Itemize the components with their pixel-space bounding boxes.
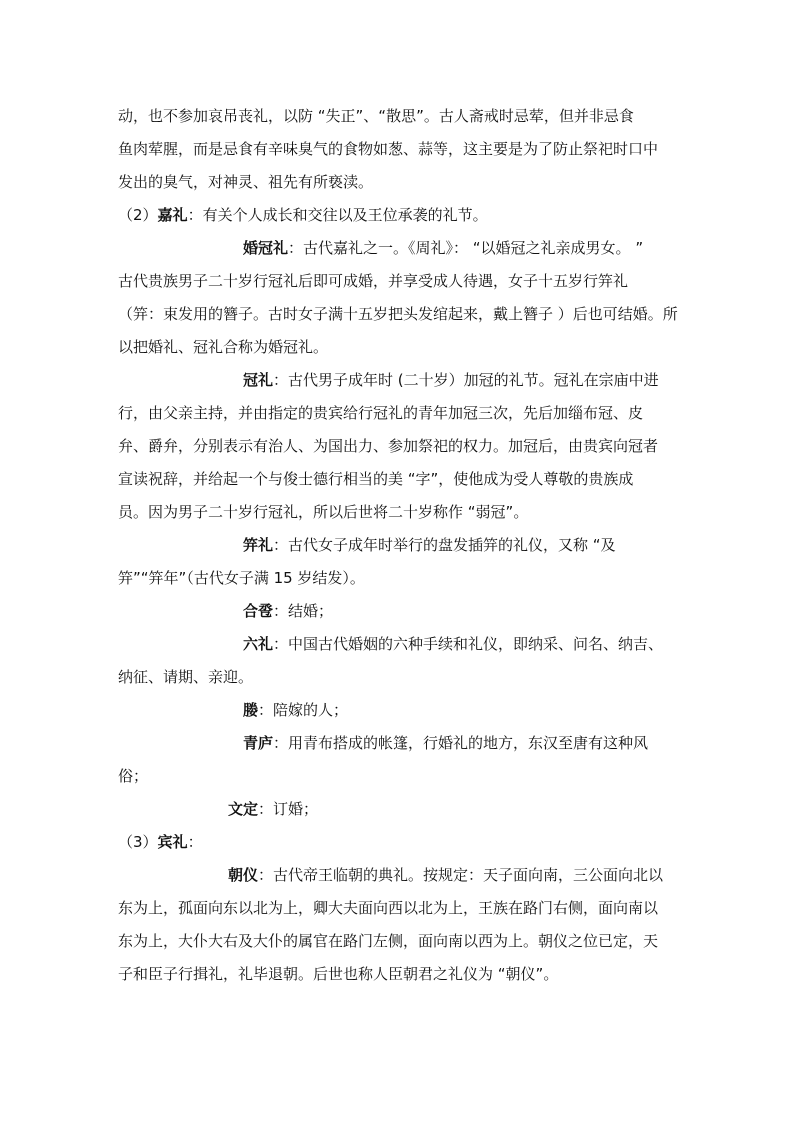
section-number: （2） <box>118 206 158 224</box>
paragraph-line: 东为上，孤面向东以北为上，卿大夫面向西以北为上，王族在路门右侧，面向南以 <box>118 899 659 917</box>
term-chaoyi: 朝仪 <box>228 866 259 884</box>
paragraph-line: 古代贵族男子二十岁行冠礼后即可成婚，并享受成人待遇，女子十五岁行笄礼 <box>118 272 629 290</box>
definition-text: ：结婚； <box>273 602 334 620</box>
paragraph-line: 鱼肉荤腥，而是忌食有辛味臭气的食物如葱、蒜等，这主要是为了防止祭祀时口中 <box>118 140 659 158</box>
term-wending: 文定 <box>228 800 259 818</box>
paragraph-line: 宣读祝辞，并给起一个与俊士德行相当的美 “字”，使他成为受人尊敬的贵族成 <box>118 470 634 488</box>
definition-text: ： <box>187 833 203 851</box>
definition-text: ：古代女子成年时举行的盘发插笄的礼仪，又称 “及 <box>273 536 616 554</box>
section-heading-jiali <box>118 205 488 225</box>
paragraph-line: 笄”“笄年”（古代女子满 15 岁结发）。 <box>118 569 365 587</box>
section-heading-binli <box>118 832 203 852</box>
term-guanli: 冠礼 <box>243 371 274 389</box>
term-jiali: 嘉礼 <box>157 206 188 224</box>
paragraph-line: 子和臣子行揖礼，礼毕退朝。后世也称人臣朝君之礼仪为 “朝仪”。 <box>118 965 559 983</box>
entry-hunguanli <box>243 238 643 258</box>
paragraph-line: 东为上，大仆大右及大仆的属官在路门左侧，面向南以西为上。朝仪之位已定，天 <box>118 932 659 950</box>
term-liuli: 六礼 <box>243 635 274 653</box>
entry-jili <box>243 535 616 555</box>
term-binli: 宾礼 <box>157 833 188 851</box>
term-hunguanli: 婚冠礼 <box>243 239 289 257</box>
entry-guanli <box>243 370 659 390</box>
entry-qinglu <box>243 733 648 753</box>
paragraph-line: （笄：束发用的簪子。古时女子满十五岁把头发绾起来，戴上簪子 ）后也可结婚。所 <box>118 305 678 323</box>
definition-text: ：中国古代婚姻的六种手续和礼仪，即纳采、问名、纳吉、 <box>273 635 664 653</box>
entry-chaoyi <box>228 865 663 885</box>
paragraph-line: 以把婚礼、冠礼合称为婚冠礼。 <box>118 338 329 356</box>
term-ying: 媵 <box>243 701 259 719</box>
paragraph-line: 动，也不参加哀吊丧礼，以防 “失正”、“散思”。古人斋戒时忌荤，但并非忌食 <box>118 107 634 125</box>
definition-text: ：陪嫁的人； <box>258 701 349 719</box>
section-number: （3） <box>118 833 158 851</box>
definition-text: ：用青布搭成的帐篷，行婚礼的地方，东汉至唐有这种风 <box>273 734 649 752</box>
term-jili: 笄礼 <box>243 536 274 554</box>
paragraph-line: 行，由父亲主持，并由指定的贵宾给行冠礼的青年加冠三次，先后加缁布冠、皮 <box>118 404 644 422</box>
definition-text: ：订婚； <box>258 800 319 818</box>
entry-liuli <box>243 634 663 654</box>
term-hejin: 合卺 <box>243 602 274 620</box>
paragraph-line: 纳征、请期、亲迎。 <box>118 668 254 686</box>
entry-wending <box>228 799 318 819</box>
definition-text: ：有关个人成长和交往以及王位承袭的礼节。 <box>187 206 488 224</box>
paragraph-line: 发出的臭气，对神灵、祖先有所亵渎。 <box>118 173 374 191</box>
definition-text: ：古代帝王临朝的典礼。按规定：天子面向南，三公面向北以 <box>258 866 664 884</box>
definition-text: ：古代男子成年时 (二十岁）加冠的礼节。冠礼在宗庙中进 <box>273 371 659 389</box>
term-qinglu: 青庐 <box>243 734 274 752</box>
paragraph-line: 员。因为男子二十岁行冠礼，所以后世将二十岁称作 “弱冠”。 <box>118 503 529 521</box>
entry-hejin <box>243 601 333 621</box>
paragraph-line: 俗； <box>118 767 149 785</box>
entry-ying <box>243 700 348 720</box>
paragraph-line: 弁、爵弁，分别表示有治人、为国出力、参加祭祀的权力。加冠后，由贵宾向冠者 <box>118 437 659 455</box>
definition-text: ：古代嘉礼之一。《周礼》： “以婚冠之礼亲成男女。 ” <box>288 239 644 257</box>
